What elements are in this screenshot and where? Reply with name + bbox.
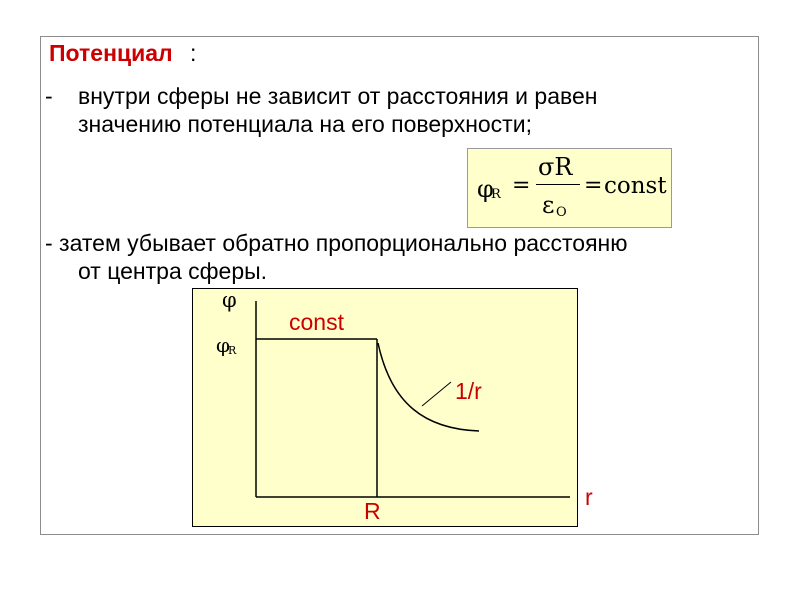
formula-const: const bbox=[604, 173, 667, 199]
bullet1-dash: - bbox=[45, 83, 53, 109]
bullet2-line1: - затем убывает обратно пропорционально расстояню bbox=[45, 230, 628, 256]
formula-box bbox=[467, 148, 672, 228]
formula-denominator-subscript: O bbox=[556, 205, 567, 220]
bullet1-line1: внутри сферы не зависит от расстояния и равен bbox=[78, 83, 598, 109]
const-label: const bbox=[289, 309, 344, 335]
phi-r-label: φ bbox=[216, 333, 231, 357]
formula-phi: φ bbox=[477, 175, 494, 203]
phi-axis-label: φ bbox=[222, 288, 237, 312]
bullet1-line2: значению потенциала на его поверхности; bbox=[78, 111, 532, 137]
slide-title: Потенциал bbox=[49, 40, 173, 66]
r-axis-label: r bbox=[585, 484, 593, 510]
formula-equals-1: = bbox=[512, 173, 531, 198]
bullet2-line2: от центра сферы. bbox=[78, 258, 268, 284]
formula-phi-subscript: R bbox=[491, 187, 501, 202]
formula-numerator: σR bbox=[538, 153, 573, 181]
formula-fraction-bar bbox=[536, 184, 580, 185]
graph-svg bbox=[193, 289, 579, 528]
inverse-r-label: 1/r bbox=[455, 378, 482, 404]
inverse-label-leader bbox=[422, 382, 451, 406]
title-colon: : bbox=[190, 40, 197, 66]
formula-denominator: ε bbox=[542, 191, 555, 219]
radius-R-label: R bbox=[364, 498, 381, 524]
potential-graph bbox=[192, 288, 593, 527]
formula-equals-2: = bbox=[584, 173, 603, 198]
phi-r-subscript: R bbox=[228, 344, 237, 357]
